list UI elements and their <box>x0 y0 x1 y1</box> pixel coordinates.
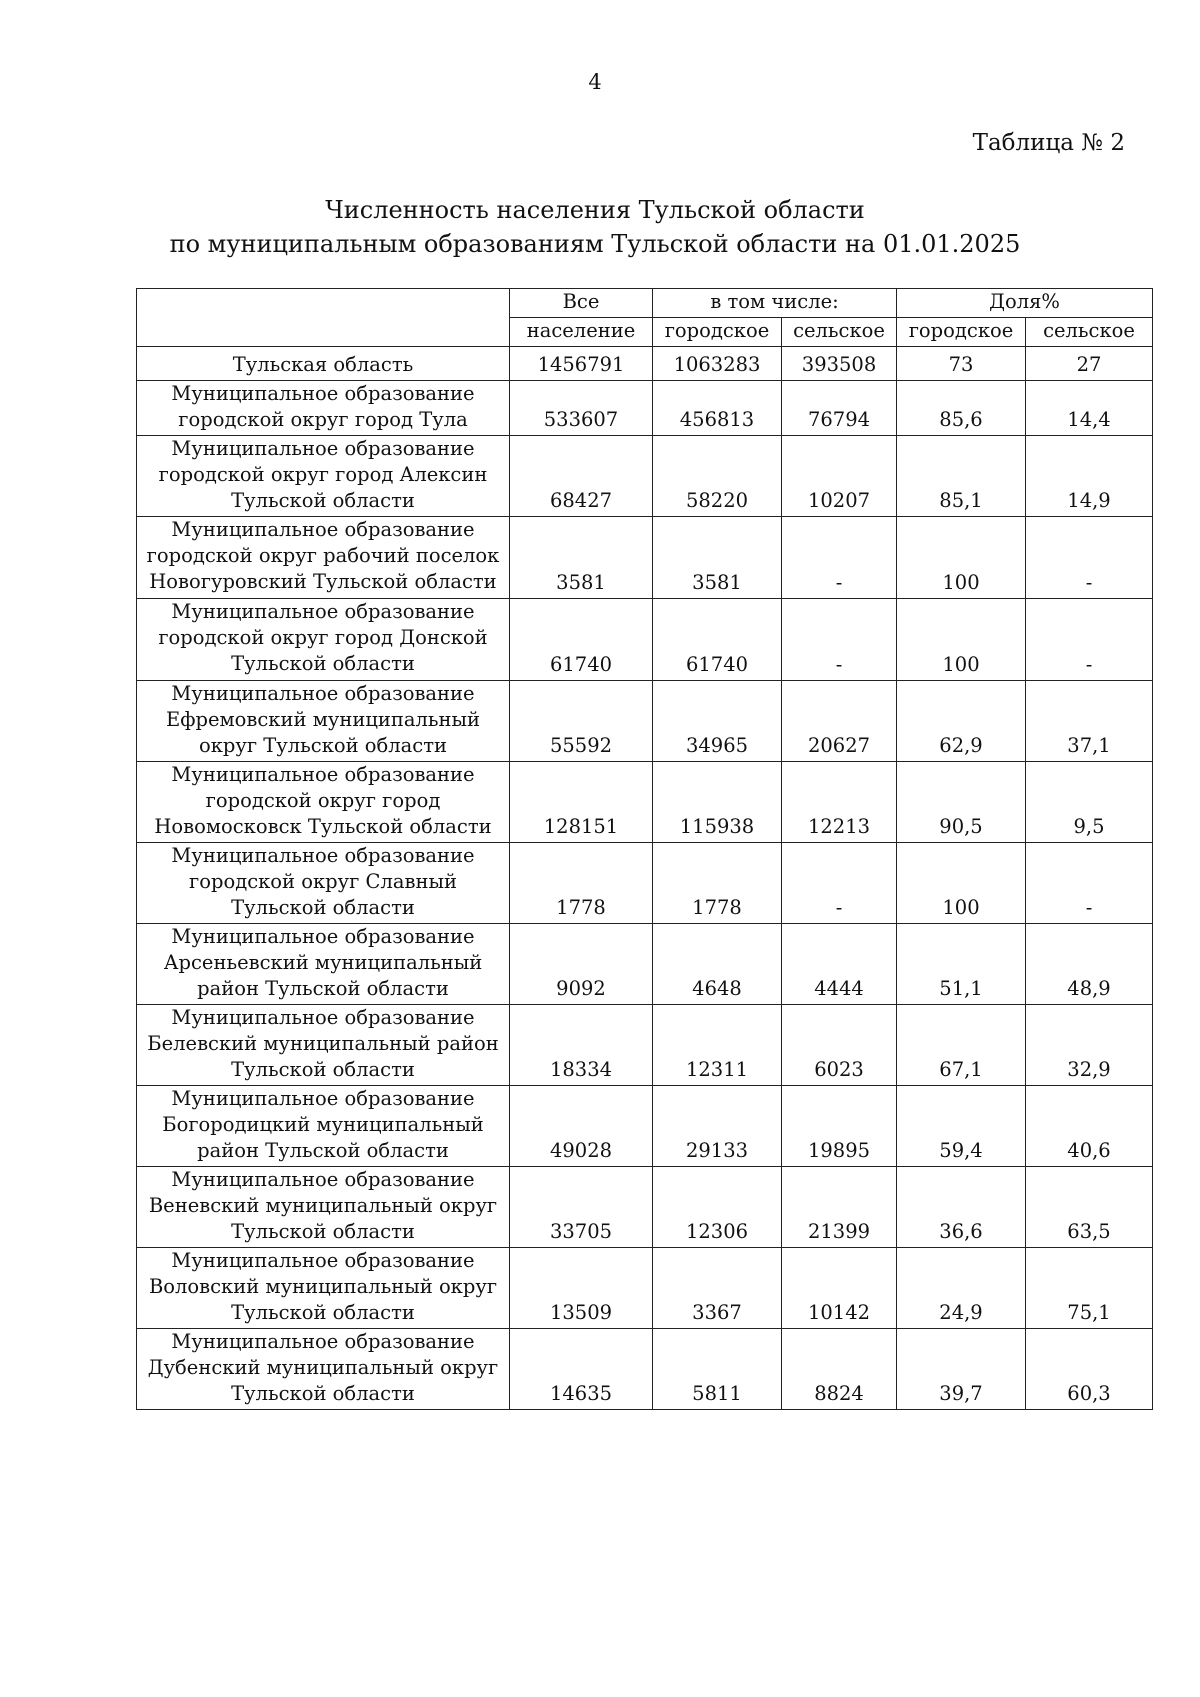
cell-rural: 12213 <box>782 762 897 843</box>
header-all-top: Все <box>510 289 653 318</box>
cell-urban-share: 100 <box>897 843 1026 924</box>
table-row <box>137 1167 1153 1248</box>
row-name-line: Новогуровский Тульской области <box>149 570 497 593</box>
table-row <box>137 1086 1153 1167</box>
table-row <box>137 436 1153 517</box>
title-line-2: по муниципальным образованиям Тульской области на 01.01.2025 <box>169 230 1021 258</box>
cell-rural-share: 40,6 <box>1026 1086 1153 1167</box>
row-name-line: Тульской области <box>231 489 415 512</box>
table-row <box>137 517 1153 599</box>
row-name-line: Муниципальное образование <box>171 1006 475 1029</box>
row-name-line: Веневский муниципальный округ <box>148 1194 498 1217</box>
row-name-line: Богородицкий муниципальный <box>162 1113 484 1136</box>
row-name-line: Тульской области <box>231 652 415 675</box>
cell-rural: - <box>782 517 897 599</box>
table-row <box>137 381 1153 436</box>
row-name-line: городской округ город <box>205 789 441 812</box>
cell-rural: 21399 <box>782 1167 897 1248</box>
table-row <box>137 843 1153 924</box>
table-row <box>137 1248 1153 1329</box>
page-number: 4 <box>588 70 602 94</box>
cell-rural: - <box>782 599 897 681</box>
header-row-1 <box>137 289 1153 318</box>
cell-rural-share: 9,5 <box>1026 762 1153 843</box>
cell-total: 9092 <box>510 924 653 1005</box>
cell-total: 13509 <box>510 1248 653 1329</box>
row-name-cell <box>137 347 510 381</box>
cell-urban: 29133 <box>653 1086 782 1167</box>
table-row <box>137 762 1153 843</box>
row-name-line: Муниципальное образование <box>171 1249 475 1272</box>
header-all-bottom: население <box>510 318 653 347</box>
table-label: Таблица № 2 <box>972 130 1125 156</box>
header-share: Доля% <box>897 289 1153 318</box>
cell-urban: 3581 <box>653 517 782 599</box>
cell-urban: 61740 <box>653 599 782 681</box>
cell-urban-share: 62,9 <box>897 681 1026 762</box>
cell-total: 128151 <box>510 762 653 843</box>
row-name-line: Тульской области <box>231 896 415 919</box>
cell-urban-share: 100 <box>897 599 1026 681</box>
row-name-line: городской округ рабочий поселок <box>146 544 500 567</box>
cell-rural-share: 32,9 <box>1026 1005 1153 1086</box>
cell-urban: 456813 <box>653 381 782 436</box>
cell-rural: 20627 <box>782 681 897 762</box>
cell-urban: 34965 <box>653 681 782 762</box>
table-row <box>137 1005 1153 1086</box>
cell-rural: - <box>782 843 897 924</box>
cell-rural: 4444 <box>782 924 897 1005</box>
row-name-line: район Тульской области <box>197 1139 449 1162</box>
row-name-line: Воловский муниципальный округ <box>148 1275 498 1298</box>
row-name-line: Муниципальное образование <box>171 1087 475 1110</box>
row-name-cell <box>137 1005 510 1086</box>
header-rural-share: сельское <box>1026 318 1153 347</box>
row-name-line: Муниципальное образование <box>171 382 475 405</box>
cell-total: 14635 <box>510 1329 653 1410</box>
row-name-line: Муниципальное образование <box>171 925 475 948</box>
table-row <box>137 599 1153 681</box>
header-urban: городское <box>653 318 782 347</box>
cell-total: 33705 <box>510 1167 653 1248</box>
cell-rural-share: 48,9 <box>1026 924 1153 1005</box>
cell-total: 55592 <box>510 681 653 762</box>
cell-rural-share: - <box>1026 517 1153 599</box>
title-line-1: Численность населения Тульской области <box>325 196 865 224</box>
row-name-line: Тульской области <box>231 1301 415 1324</box>
cell-urban-share: 85,1 <box>897 436 1026 517</box>
cell-rural-share: 60,3 <box>1026 1329 1153 1410</box>
row-name-cell <box>137 1167 510 1248</box>
row-name-cell <box>137 436 510 517</box>
cell-urban: 115938 <box>653 762 782 843</box>
cell-urban-share: 39,7 <box>897 1329 1026 1410</box>
cell-total: 533607 <box>510 381 653 436</box>
row-name-cell <box>137 599 510 681</box>
row-name-line: Муниципальное образование <box>171 682 475 705</box>
cell-urban-share: 90,5 <box>897 762 1026 843</box>
row-name-line: Муниципальное образование <box>171 518 475 541</box>
cell-total: 61740 <box>510 599 653 681</box>
cell-total: 18334 <box>510 1005 653 1086</box>
table-row <box>137 347 1153 381</box>
cell-rural-share: 27 <box>1026 347 1153 381</box>
cell-urban-share: 100 <box>897 517 1026 599</box>
row-name-line: Белевский муниципальный район <box>147 1032 499 1055</box>
population-table <box>136 288 1153 1410</box>
row-name-cell <box>137 681 510 762</box>
row-name-line: городской округ Славный <box>189 870 457 893</box>
cell-rural: 10142 <box>782 1248 897 1329</box>
cell-rural-share: 37,1 <box>1026 681 1153 762</box>
cell-urban-share: 59,4 <box>897 1086 1026 1167</box>
row-name-line: Муниципальное образование <box>171 763 475 786</box>
header-urban-share: городское <box>897 318 1026 347</box>
cell-rural-share: 14,9 <box>1026 436 1153 517</box>
row-name-cell <box>137 1086 510 1167</box>
cell-rural-share: 63,5 <box>1026 1167 1153 1248</box>
row-name-line: Муниципальное образование <box>171 1330 475 1353</box>
cell-urban-share: 85,6 <box>897 381 1026 436</box>
row-name-line: Дубенский муниципальный округ <box>147 1356 499 1379</box>
cell-rural: 10207 <box>782 436 897 517</box>
row-name-line: Тульской области <box>231 1058 415 1081</box>
cell-urban-share: 36,6 <box>897 1167 1026 1248</box>
row-name-cell <box>137 924 510 1005</box>
row-name-cell <box>137 843 510 924</box>
row-name-line: городской округ город Донской <box>158 626 488 649</box>
table-row <box>137 681 1153 762</box>
row-name-cell <box>137 762 510 843</box>
cell-urban: 5811 <box>653 1329 782 1410</box>
row-name-line: округ Тульской области <box>198 734 448 757</box>
cell-total: 1778 <box>510 843 653 924</box>
cell-total: 68427 <box>510 436 653 517</box>
cell-urban-share: 73 <box>897 347 1026 381</box>
header-rural: сельское <box>782 318 897 347</box>
row-name-line: Тульская область <box>232 353 414 376</box>
cell-urban: 1778 <box>653 843 782 924</box>
table-row <box>137 1329 1153 1410</box>
row-name-line: Муниципальное образование <box>171 600 475 623</box>
cell-rural: 393508 <box>782 347 897 381</box>
row-name-line: Муниципальное образование <box>171 844 475 867</box>
cell-urban: 1063283 <box>653 347 782 381</box>
cell-urban: 58220 <box>653 436 782 517</box>
cell-rural-share: - <box>1026 599 1153 681</box>
cell-urban: 12306 <box>653 1167 782 1248</box>
cell-rural: 6023 <box>782 1005 897 1086</box>
cell-total: 49028 <box>510 1086 653 1167</box>
table-row <box>137 924 1153 1005</box>
cell-urban: 12311 <box>653 1005 782 1086</box>
cell-urban: 3367 <box>653 1248 782 1329</box>
cell-rural: 19895 <box>782 1086 897 1167</box>
row-name-cell <box>137 1248 510 1329</box>
row-name-line: городской округ город Алексин <box>158 463 488 486</box>
header-name-cell <box>137 289 510 347</box>
row-name-line: Тульской области <box>231 1382 415 1405</box>
row-name-line: Ефремовский муниципальный <box>165 708 481 731</box>
row-name-line: Арсеньевский муниципальный <box>163 951 483 974</box>
cell-total: 3581 <box>510 517 653 599</box>
cell-total: 1456791 <box>510 347 653 381</box>
cell-rural-share: 75,1 <box>1026 1248 1153 1329</box>
row-name-line: район Тульской области <box>197 977 449 1000</box>
cell-urban-share: 24,9 <box>897 1248 1026 1329</box>
row-name-line: Муниципальное образование <box>171 437 475 460</box>
row-name-line: Тульской области <box>231 1220 415 1243</box>
row-name-cell <box>137 381 510 436</box>
cell-rural: 8824 <box>782 1329 897 1410</box>
cell-urban-share: 67,1 <box>897 1005 1026 1086</box>
cell-rural-share: 14,4 <box>1026 381 1153 436</box>
row-name-cell <box>137 1329 510 1410</box>
row-name-line: городской округ город Тула <box>178 408 468 431</box>
row-name-line: Новомосковск Тульской области <box>154 815 492 838</box>
row-name-cell <box>137 517 510 599</box>
cell-urban: 4648 <box>653 924 782 1005</box>
cell-urban-share: 51,1 <box>897 924 1026 1005</box>
table-title <box>0 193 1190 261</box>
cell-rural: 76794 <box>782 381 897 436</box>
row-name-line: Муниципальное образование <box>171 1168 475 1191</box>
header-including: в том числе: <box>653 289 897 318</box>
cell-rural-share: - <box>1026 843 1153 924</box>
